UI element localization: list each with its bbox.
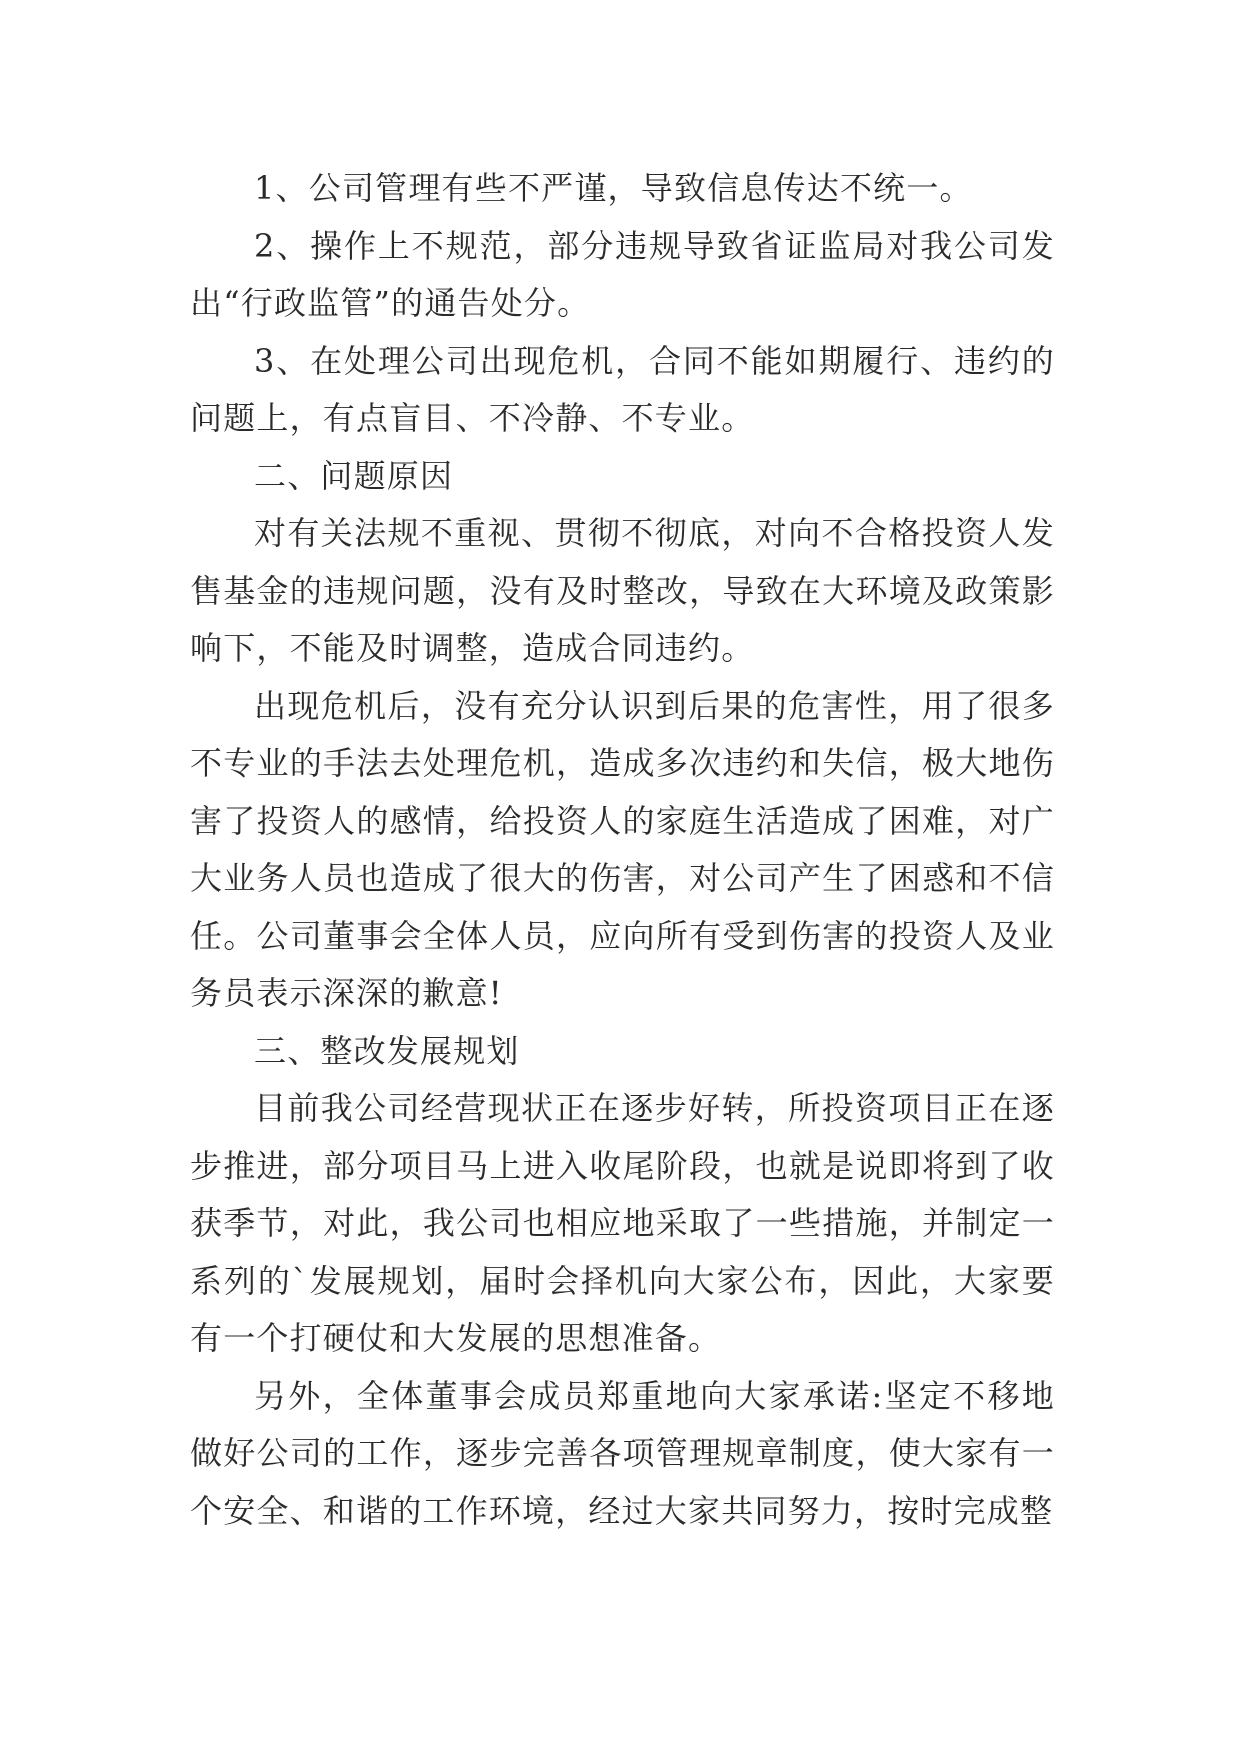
paragraph-causes-2: 出现危机后，没有充分认识到后果的危害性，用了很多不专业的手法去处理危机，造成多次违约和失信，极大地伤害了投资人的感情，给投资人的家庭生活造成了困难，对广大业务人员也造成了很大的伤害，对公司产生了困惑和不信任。公司董事会全体人员，应向所有受到伤害的投资人及业务员表示深深的歉意! [190,686,1055,1012]
paragraph-issue-1: 1、公司管理有些不严谨，导致信息传达不统一。 [254,169,973,207]
paragraph-causes-1: 对有关法规不重视、贯彻不彻底，对向不合格投资人发售基金的违规问题，没有及时整改，导致在大环境及政策影响下，不能及时调整，造成合同违约。 [190,514,1055,667]
paragraph-issue-2: 2、操作上不规范，部分违规导致省证监局对我公司发出“行政监管”的通告处分。 [190,226,1055,322]
paragraph-plan-2: 另外，全体董事会成员郑重地向大家承诺:坚定不移地做好公司的工作，逐步完善各项管理规章制度，使大家有一个安全、和谐的工作环境，经过大家共同努力，按时完成整 [190,1376,1055,1530]
paragraph-plan-1: 目前我公司经营现状正在逐步好转，所投资项目正在逐步推进，部分项目马上进入收尾阶段，也就是说即将到了收获季节，对此，我公司也相应地采取了一些措施，并制定一系列的`发展规划，届时会择机向大家公布，因此，大家要有一个打硬仗和大发展的思想准备。 [190,1089,1055,1357]
section-heading-plan: 三、整改发展规划 [254,1031,520,1070]
document-body [190,160,1055,1540]
section-heading-causes: 二、问题原因 [254,456,454,495]
paragraph-issue-3: 3、在处理公司出现危机，合同不能如期履行、违约的问题上，有点盲目、不冷静、不专业。 [190,341,1055,437]
